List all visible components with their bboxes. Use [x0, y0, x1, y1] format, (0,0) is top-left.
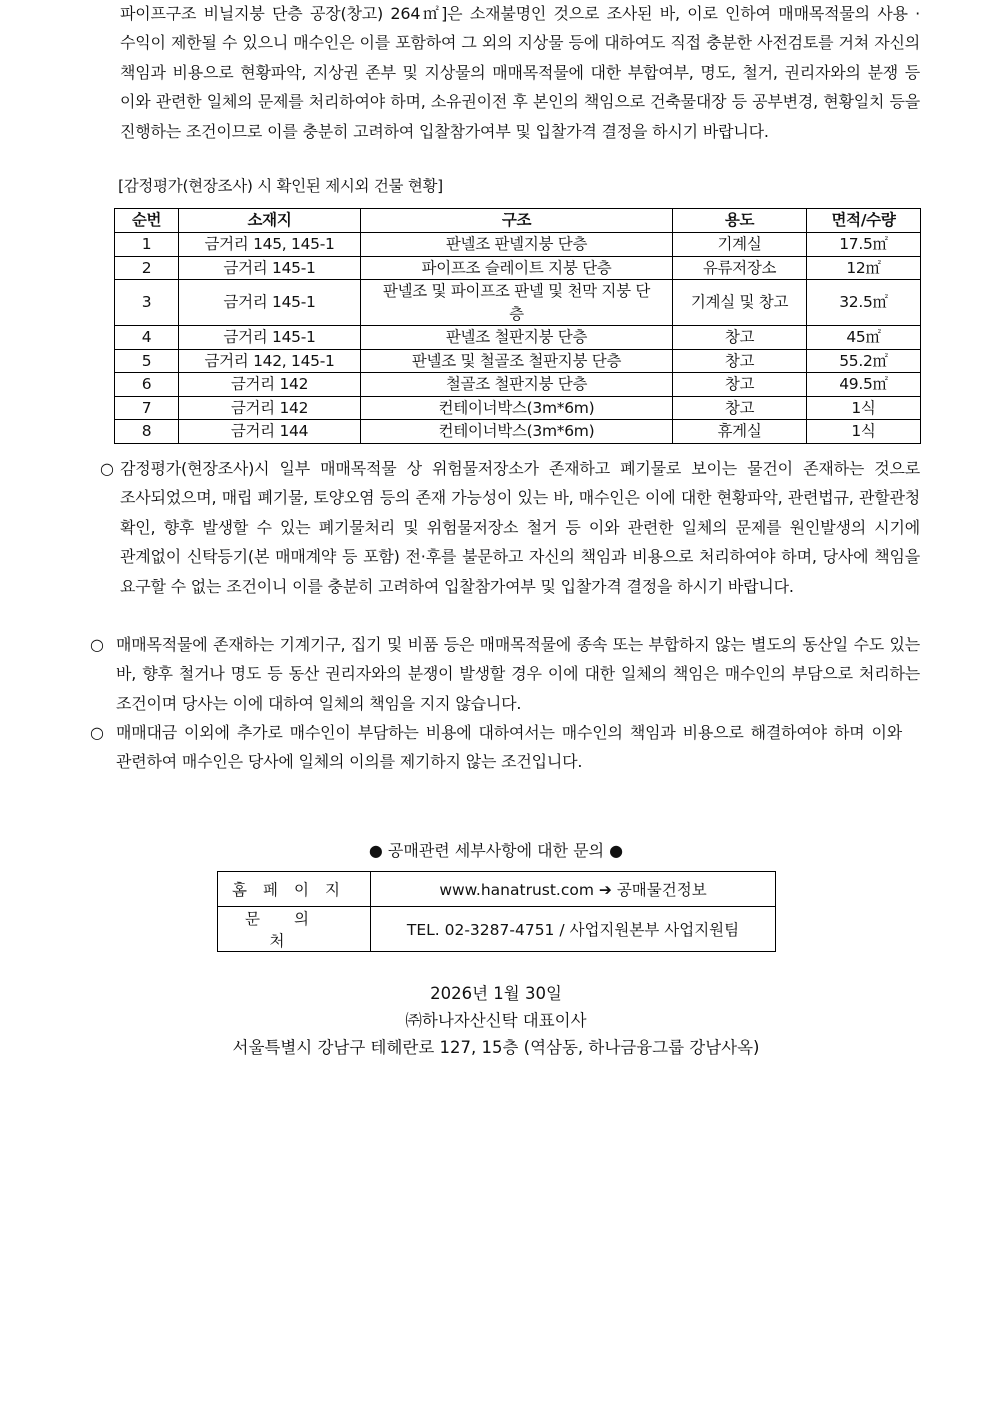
cell-area: 1식	[807, 396, 921, 420]
header-seq: 순번	[115, 209, 179, 233]
cell-structure: 판넬조 및 파이프조 판넬 및 천막 지붕 단층	[361, 280, 673, 326]
inquiry-title: ● 공매관련 세부사항에 대한 문의 ●	[368, 841, 624, 860]
cell-area: 1식	[807, 420, 921, 444]
contact-label: 문의처	[218, 907, 371, 952]
table-row	[115, 326, 921, 350]
cell-structure: 철골조 철판지붕 단층	[361, 373, 673, 397]
cell-usage: 창고	[673, 349, 807, 373]
bullet-mark: ○	[90, 723, 104, 742]
bullet-movables-notice	[90, 630, 920, 718]
cell-usage: 창고	[673, 396, 807, 420]
cell-area: 45㎡	[807, 326, 921, 350]
cell-structure: 판넬조 및 철골조 철판지붕 단층	[361, 349, 673, 373]
homepage-url[interactable]: www.hanatrust.com	[439, 881, 594, 899]
cell-usage: 기계실 및 창고	[673, 280, 807, 326]
homepage-menu: 공매물건정보	[616, 881, 707, 899]
homepage-value	[371, 872, 776, 907]
cell-location: 금거리 145-1	[179, 256, 361, 280]
cell-seq: 1	[115, 233, 179, 257]
inquiry-row-homepage	[218, 872, 776, 907]
cell-area: 17.5㎡	[807, 233, 921, 257]
table-row	[115, 396, 921, 420]
inquiry-table	[217, 871, 776, 952]
cell-seq: 5	[115, 349, 179, 373]
table-row	[115, 420, 921, 444]
arrow-right-icon: ➔	[598, 881, 612, 899]
footer-company: ㈜하나자산신탁 대표이사	[405, 1011, 587, 1030]
cell-location: 금거리 142, 145-1	[179, 349, 361, 373]
header-structure: 구조	[361, 209, 673, 233]
cell-usage: 기계실	[673, 233, 807, 257]
cell-seq: 3	[115, 280, 179, 326]
cell-structure: 판넬조 철판지붕 단층	[361, 326, 673, 350]
cell-location: 금거리 145-1	[179, 280, 361, 326]
cell-usage: 창고	[673, 326, 807, 350]
cell-structure: 컨테이너박스(3m*6m)	[361, 420, 673, 444]
header-usage: 용도	[673, 209, 807, 233]
footer-date: 2026년 1월 30일	[430, 984, 562, 1003]
cell-area: 49.5㎡	[807, 373, 921, 397]
cell-structure: 컨테이너박스(3m*6m)	[361, 396, 673, 420]
table-header-row	[115, 209, 921, 233]
building-table	[114, 208, 921, 444]
bullet-text: 매매대금 이외에 추가로 매수인이 부담하는 비용에 대하여서는 매수인의 책임과 비용으로 해결하여야 하며 이와 관련하여 매수인은 당사에 일체의 이의를 제기하지 않는 조건입니다.	[116, 723, 902, 772]
cell-location: 금거리 145, 145-1	[179, 233, 361, 257]
cell-area: 55.2㎡	[807, 349, 921, 373]
bullet-mark: ○	[90, 635, 104, 654]
cell-structure: 판넬조 판넬지붕 단층	[361, 233, 673, 257]
table-row	[115, 280, 921, 326]
bullet-text: 감정평가(현장조사)시 일부 매매목적물 상 위험물저장소가 존재하고 폐기물로 보이는 물건이 존재하는 것으로 조사되었으며, 매립 폐기물, 토양오염 등의 존재 가능성이 있는 바, 매수인은 이에 대한 현황파악, 관련법규, 관할관청 확인, 향후 발생할 수 있는 폐기물처리 및 위험물저장소 철거 등 이와 관련한 일체의 문제를 원인발생의 시기에 관계없이 신탁등기(본 매매계약 등 포함) 전·후를 불문하고 자신의 책임과 비용으로 처리하여야 하며, 당사에 책임을 요구할 수 없는 조건이니 이를 충분히 고려하여 입찰참가여부 및 입찰가격 결정을 하시기 바랍니다.	[120, 459, 920, 596]
cell-structure: 파이프조 슬레이트 지붕 단층	[361, 256, 673, 280]
cell-seq: 4	[115, 326, 179, 350]
cell-area: 12㎡	[807, 256, 921, 280]
cell-area: 32.5㎡	[807, 280, 921, 326]
cell-seq: 2	[115, 256, 179, 280]
footer-address: 서울특별시 강남구 테헤란로 127, 15층 (역삼동, 하나금융그룹 강남사옥)	[232, 1038, 760, 1057]
intro-paragraph: 파이프구조 비닐지붕 단층 공장(창고) 264㎡]은 소재불명인 것으로 조사된 바, 이로 인하여 매매목적물의 사용 · 수익이 제한될 수 있으니 매수인은 이를 포함하여 그 외의 지상물 등에 대하여도 직접 충분한 사전검토를 거쳐 자신의 책임과 비용으로 현황파악, 지상권 존부 및 지상물의 매매목적물에 대한 부합여부, 명도, 철거, 권리자와의 분쟁 등 이와 관련한 일체의 문제를 처리하여야 하며, 소유권이전 후 본인의 책임으로 건축물대장 등 공부변경, 현황일치 등을 진행하는 조건이므로 이를 충분히 고려하여 입찰참가여부 및 입찰가격 결정을 하시기 바랍니다.	[120, 4, 920, 141]
cell-usage: 휴게실	[673, 420, 807, 444]
table-caption: [감정평가(현장조사) 시 확인된 제시외 건물 현황]	[118, 177, 443, 195]
bullet-waste-notice	[100, 454, 920, 601]
cell-location: 금거리 142	[179, 396, 361, 420]
cell-seq: 8	[115, 420, 179, 444]
table-row	[115, 373, 921, 397]
bullet-mark: ○	[100, 459, 114, 478]
header-area: 면적/수량	[807, 209, 921, 233]
cell-seq: 7	[115, 396, 179, 420]
bullet-costs-notice	[90, 718, 902, 777]
bullet-text: 매매목적물에 존재하는 기계기구, 집기 및 비품 등은 매매목적물에 종속 또는 부합하지 않는 별도의 동산일 수도 있는 바, 향후 철거나 명도 등 동산 권리자와의 분쟁이 발생할 경우 이에 대한 일체의 책임은 매수인의 부담으로 처리하는 조건이며 당사는 이에 대하여 일체의 책임을 지지 않습니다.	[116, 635, 920, 713]
cell-usage: 유류저장소	[673, 256, 807, 280]
cell-seq: 6	[115, 373, 179, 397]
inquiry-row-contact	[218, 907, 776, 952]
cell-location: 금거리 142	[179, 373, 361, 397]
cell-location: 금거리 145-1	[179, 326, 361, 350]
cell-location: 금거리 144	[179, 420, 361, 444]
cell-usage: 창고	[673, 373, 807, 397]
table-row	[115, 256, 921, 280]
table-row	[115, 233, 921, 257]
table-row	[115, 349, 921, 373]
contact-value: TEL. 02-3287-4751 / 사업지원본부 사업지원팀	[371, 907, 776, 952]
homepage-label: 홈페이지	[218, 872, 371, 907]
header-location: 소재지	[179, 209, 361, 233]
